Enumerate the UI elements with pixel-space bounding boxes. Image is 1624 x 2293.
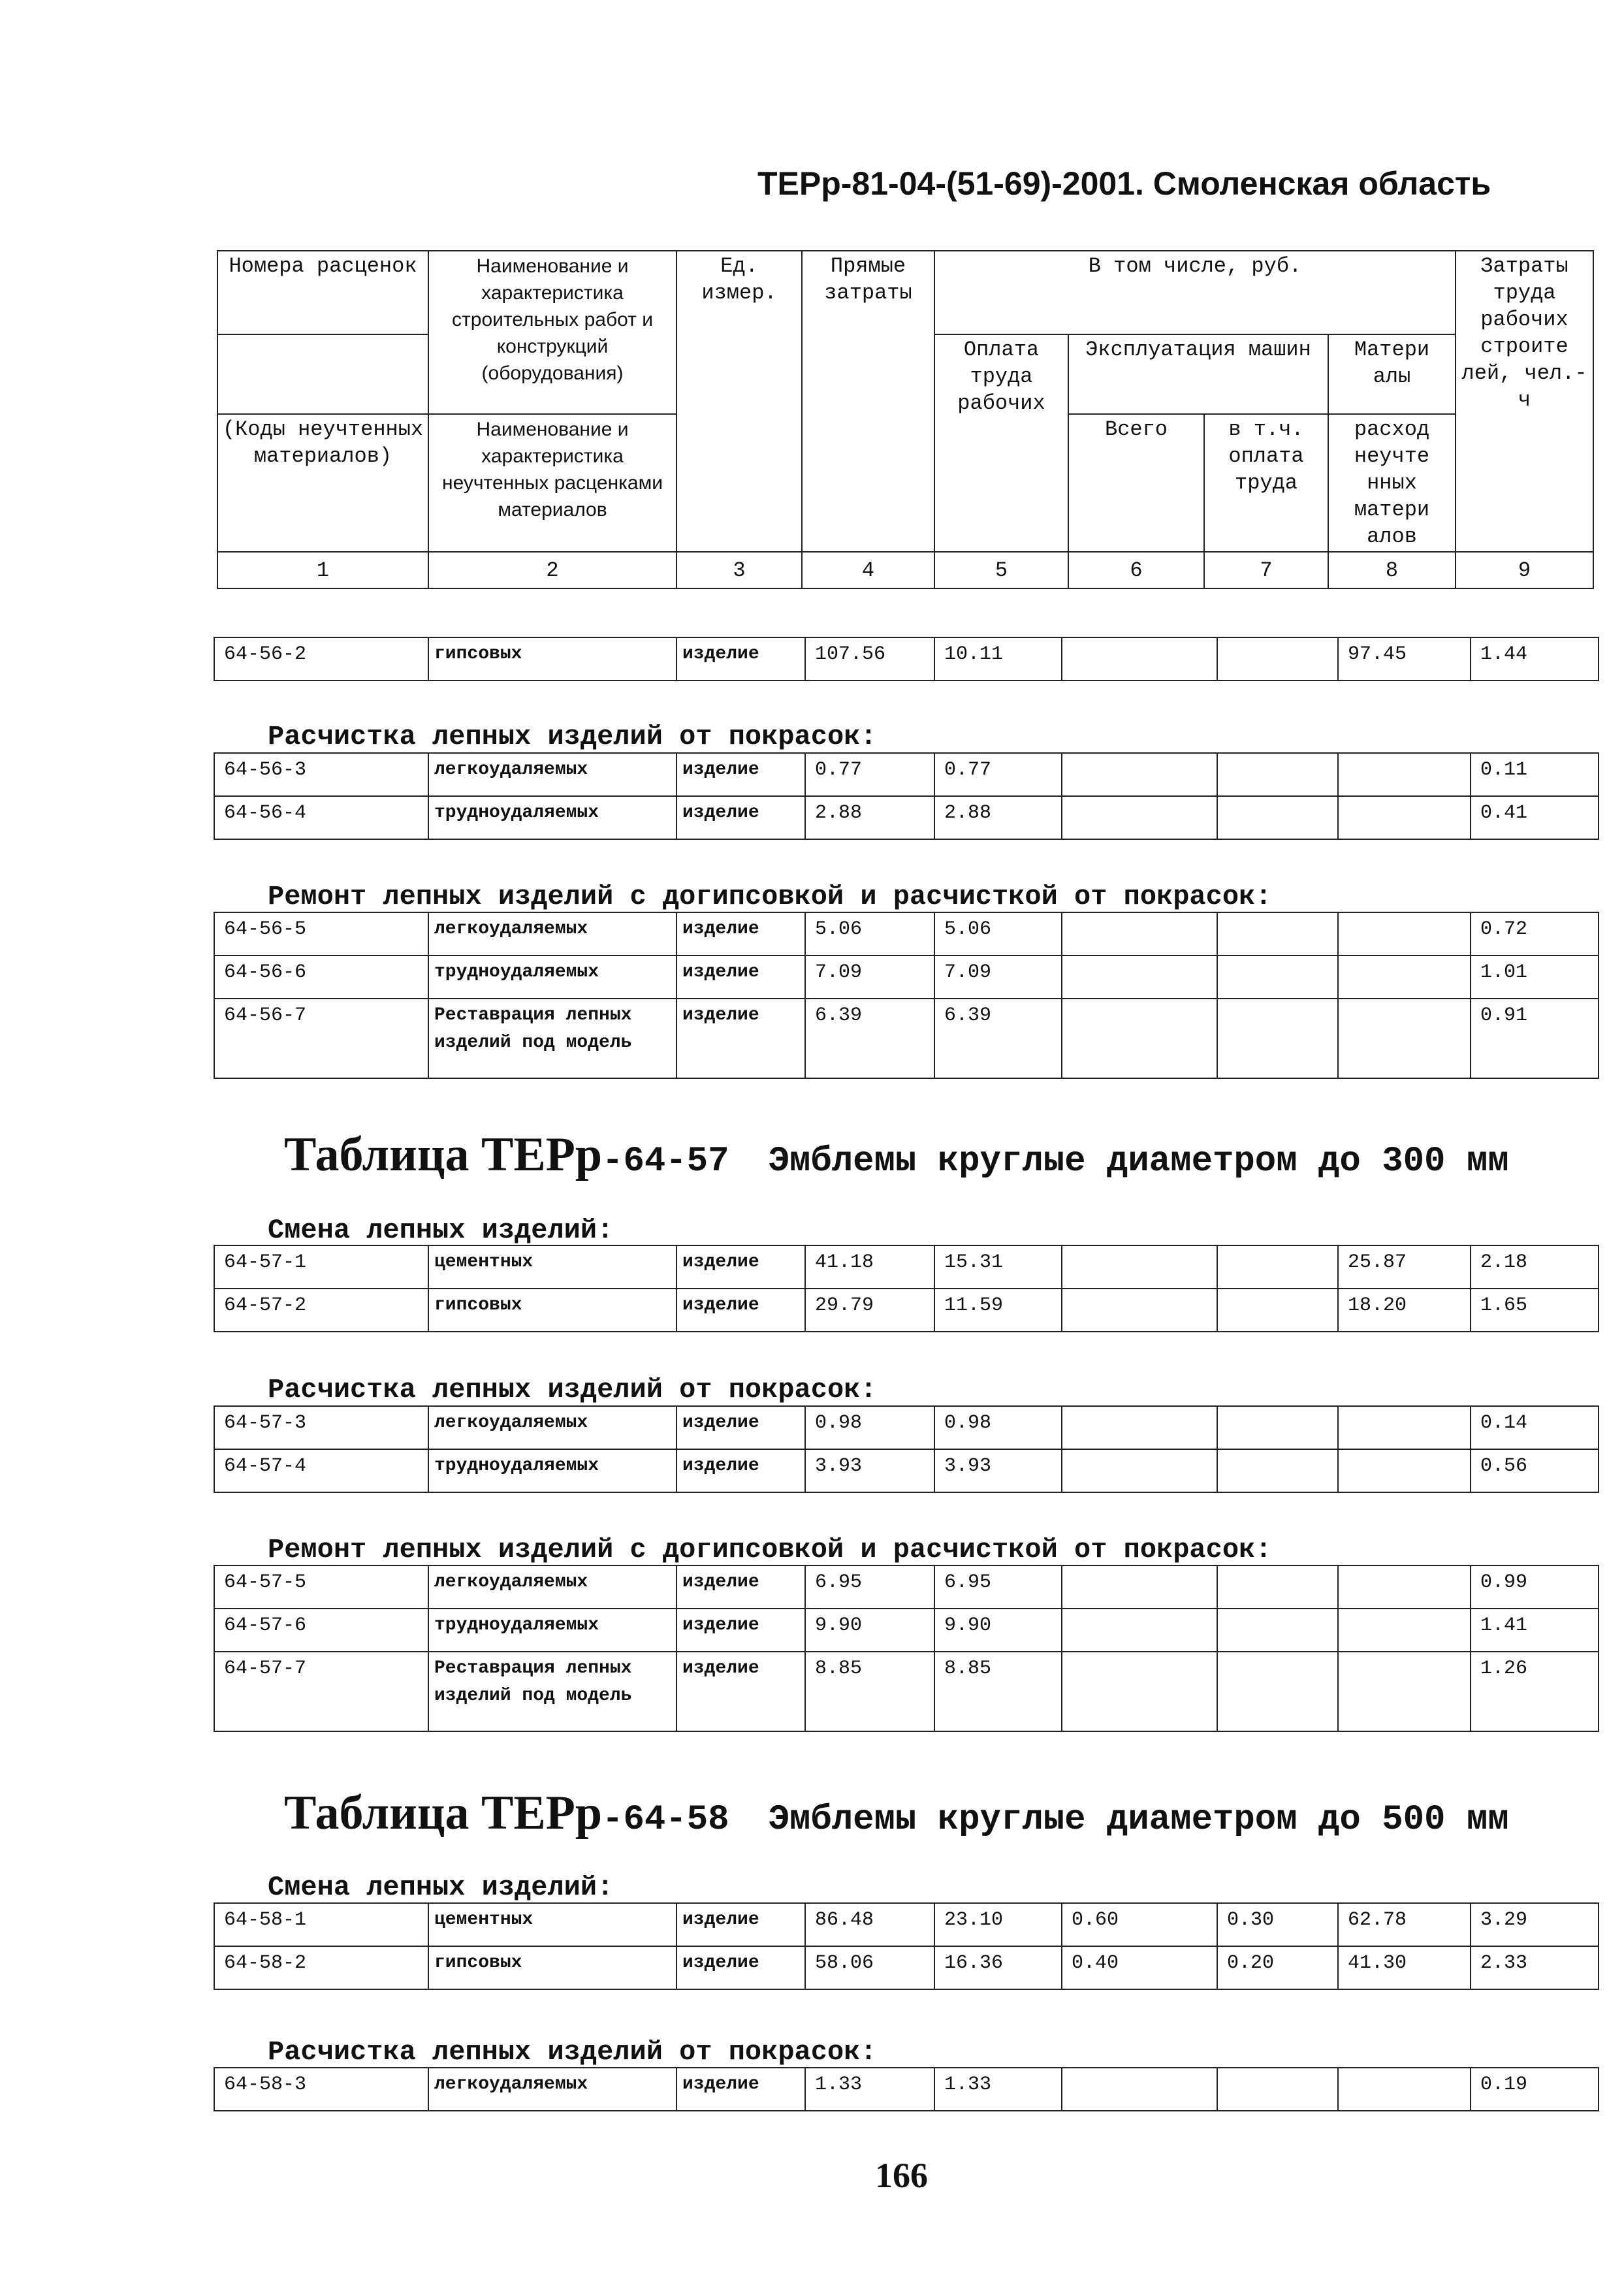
section-subtitle: Ремонт лепных изделий с догипсовкой и расчисткой от покрасок: bbox=[268, 1534, 1272, 1565]
labor-hours-cell: 1.01 bbox=[1471, 955, 1599, 999]
labor-hours-cell: 0.19 bbox=[1471, 2068, 1599, 2111]
direct-cost-cell: 1.33 bbox=[805, 2068, 934, 2111]
table-row bbox=[214, 999, 1599, 1078]
rates-table bbox=[214, 1245, 1599, 1332]
labor-pay-cell: 9.90 bbox=[934, 1609, 1062, 1652]
labor-hours-cell: 0.11 bbox=[1471, 753, 1599, 796]
table-row bbox=[214, 1245, 1599, 1289]
rate-code-cell: 64-56-7 bbox=[214, 999, 428, 1078]
machines-labor-cell bbox=[1217, 637, 1338, 681]
machines-total-cell bbox=[1062, 1245, 1217, 1289]
machines-total-cell bbox=[1062, 912, 1217, 955]
machines-total-cell: 0.60 bbox=[1062, 1903, 1217, 1946]
header-machines-total: Всего bbox=[1068, 414, 1204, 552]
rate-code-cell: 64-57-4 bbox=[214, 1449, 428, 1492]
direct-cost-cell: 6.39 bbox=[805, 999, 934, 1078]
rate-code-cell: 64-58-2 bbox=[214, 1946, 428, 1989]
rate-code-cell: 64-58-1 bbox=[214, 1903, 428, 1946]
work-name-cell: гипсовых bbox=[428, 1289, 677, 1332]
work-name-cell: гипсовых bbox=[428, 637, 677, 681]
header-including: В том числе, руб. bbox=[934, 251, 1456, 334]
rate-code-cell: 64-56-6 bbox=[214, 955, 428, 999]
labor-hours-cell: 0.72 bbox=[1471, 912, 1599, 955]
materials-cell bbox=[1338, 796, 1471, 839]
table-row bbox=[214, 1289, 1599, 1332]
header-col-number: 6 bbox=[1068, 552, 1204, 588]
unit-cell: изделие bbox=[677, 1406, 805, 1449]
labor-pay-cell: 6.39 bbox=[934, 999, 1062, 1078]
table-heading bbox=[284, 1786, 1509, 1841]
materials-cell: 18.20 bbox=[1338, 1289, 1471, 1332]
table-row bbox=[214, 1449, 1599, 1492]
machines-labor-cell bbox=[1217, 2068, 1338, 2111]
header-col-number: 1 bbox=[217, 552, 428, 588]
rates-table bbox=[214, 2067, 1599, 2111]
labor-pay-cell: 16.36 bbox=[934, 1946, 1062, 1989]
header-machines: Эксплуатация машин bbox=[1068, 334, 1328, 414]
machines-labor-cell bbox=[1217, 955, 1338, 999]
header-blank bbox=[217, 334, 428, 414]
materials-cell: 25.87 bbox=[1338, 1245, 1471, 1289]
work-name-cell: легкоудаляемых bbox=[428, 1406, 677, 1449]
machines-total-cell bbox=[1062, 1609, 1217, 1652]
header-col-number: 3 bbox=[677, 552, 802, 588]
materials-cell bbox=[1338, 955, 1471, 999]
document-title: ТЕРр-81-04-(51-69)-2001. Смоленская область bbox=[757, 165, 1491, 202]
labor-pay-cell: 15.31 bbox=[934, 1245, 1062, 1289]
rate-code-cell: 64-58-3 bbox=[214, 2068, 428, 2111]
section-subtitle: Ремонт лепных изделий с догипсовкой и расчисткой от покрасок: bbox=[268, 881, 1272, 912]
rates-table bbox=[214, 1902, 1599, 1990]
rates-section bbox=[214, 1245, 1598, 1332]
materials-cell bbox=[1338, 999, 1471, 1078]
materials-cell bbox=[1338, 1406, 1471, 1449]
work-name-cell: цементных bbox=[428, 1903, 677, 1946]
unit-cell: изделие bbox=[677, 1449, 805, 1492]
machines-labor-cell: 0.20 bbox=[1217, 1946, 1338, 1989]
work-name-cell: трудноудаляемых bbox=[428, 955, 677, 999]
section-subtitle: Расчистка лепных изделий от покрасок: bbox=[268, 1374, 877, 1405]
machines-labor-cell bbox=[1217, 753, 1338, 796]
rates-section bbox=[214, 752, 1598, 840]
labor-hours-cell: 0.56 bbox=[1471, 1449, 1599, 1492]
materials-cell: 97.45 bbox=[1338, 637, 1471, 681]
rates-table bbox=[214, 637, 1599, 681]
direct-cost-cell: 29.79 bbox=[805, 1289, 934, 1332]
header-material-names: Наименование и характеристика неучтенных расценками материалов bbox=[428, 414, 677, 552]
rate-code-cell: 64-56-5 bbox=[214, 912, 428, 955]
machines-total-cell bbox=[1062, 2068, 1217, 2111]
table-row bbox=[214, 912, 1599, 955]
work-name-cell: трудноудаляемых bbox=[428, 1609, 677, 1652]
unit-cell: изделие bbox=[677, 753, 805, 796]
table-code: -64-57 bbox=[602, 1142, 729, 1181]
machines-labor-cell bbox=[1217, 999, 1338, 1078]
table-code: -64-58 bbox=[602, 1800, 729, 1840]
unit-cell: изделие bbox=[677, 1245, 805, 1289]
rate-code-cell: 64-56-2 bbox=[214, 637, 428, 681]
rate-code-cell: 64-57-6 bbox=[214, 1609, 428, 1652]
machines-total-cell bbox=[1062, 955, 1217, 999]
direct-cost-cell: 9.90 bbox=[805, 1609, 934, 1652]
machines-labor-cell bbox=[1217, 1652, 1338, 1731]
unit-cell: изделие bbox=[677, 912, 805, 955]
labor-pay-cell: 2.88 bbox=[934, 796, 1062, 839]
table-row bbox=[214, 2068, 1599, 2111]
rate-code-cell: 64-57-3 bbox=[214, 1406, 428, 1449]
materials-cell bbox=[1338, 912, 1471, 955]
rate-code-cell: 64-57-5 bbox=[214, 1565, 428, 1609]
labor-hours-cell: 1.26 bbox=[1471, 1652, 1599, 1731]
header-col-number: 7 bbox=[1204, 552, 1328, 588]
table-heading bbox=[284, 1127, 1509, 1183]
machines-labor-cell bbox=[1217, 1406, 1338, 1449]
labor-pay-cell: 1.33 bbox=[934, 2068, 1062, 2111]
table-caption: Эмблемы круглые диаметром до 500 мм bbox=[768, 1800, 1509, 1840]
header-material-codes: (Коды неучтенных материалов) bbox=[217, 414, 428, 552]
header-machines-labor: в т.ч. оплата труда bbox=[1204, 414, 1328, 552]
labor-pay-cell: 5.06 bbox=[934, 912, 1062, 955]
section-subtitle: Расчистка лепных изделий от покрасок: bbox=[268, 2036, 877, 2068]
labor-pay-cell: 3.93 bbox=[934, 1449, 1062, 1492]
header-work-name: Наименование и характеристика строительных работ и конструкций (оборудования) bbox=[428, 251, 677, 414]
labor-pay-cell: 7.09 bbox=[934, 955, 1062, 999]
direct-cost-cell: 58.06 bbox=[805, 1946, 934, 1989]
labor-hours-cell: 1.65 bbox=[1471, 1289, 1599, 1332]
labor-pay-cell: 11.59 bbox=[934, 1289, 1062, 1332]
rates-section bbox=[214, 912, 1598, 1079]
header-unit: Ед. измер. bbox=[677, 251, 802, 552]
machines-total-cell bbox=[1062, 1406, 1217, 1449]
rates-section bbox=[214, 2067, 1598, 2111]
table-row bbox=[214, 1946, 1599, 1989]
labor-hours-cell: 3.29 bbox=[1471, 1903, 1599, 1946]
labor-pay-cell: 23.10 bbox=[934, 1903, 1062, 1946]
materials-cell: 62.78 bbox=[1338, 1903, 1471, 1946]
work-name-cell: легкоудаляемых bbox=[428, 912, 677, 955]
rate-code-cell: 64-56-4 bbox=[214, 796, 428, 839]
unit-cell: изделие bbox=[677, 955, 805, 999]
table-row bbox=[214, 796, 1599, 839]
rate-code-cell: 64-57-1 bbox=[214, 1245, 428, 1289]
unit-cell: изделие bbox=[677, 1946, 805, 1989]
rates-table bbox=[214, 1565, 1599, 1732]
header-col-number: 9 bbox=[1456, 552, 1593, 588]
materials-cell bbox=[1338, 1565, 1471, 1609]
machines-total-cell bbox=[1062, 753, 1217, 796]
header-material-usage: расход неучте нных матери алов bbox=[1328, 414, 1456, 552]
unit-cell: изделие bbox=[677, 1652, 805, 1731]
work-name-cell: легкоудаляемых bbox=[428, 1565, 677, 1609]
labor-pay-cell: 0.77 bbox=[934, 753, 1062, 796]
direct-cost-cell: 2.88 bbox=[805, 796, 934, 839]
table-row bbox=[214, 1652, 1599, 1731]
header-materials: Матери алы bbox=[1328, 334, 1456, 414]
machines-labor-cell bbox=[1217, 796, 1338, 839]
labor-hours-cell: 0.91 bbox=[1471, 999, 1599, 1078]
machines-total-cell bbox=[1062, 1565, 1217, 1609]
machines-total-cell bbox=[1062, 999, 1217, 1078]
labor-hours-cell: 1.44 bbox=[1471, 637, 1599, 681]
labor-hours-cell: 0.14 bbox=[1471, 1406, 1599, 1449]
section-subtitle: Расчистка лепных изделий от покрасок: bbox=[268, 721, 877, 752]
rates-table bbox=[214, 912, 1599, 1079]
table-row bbox=[214, 1406, 1599, 1449]
header-labor-pay: Оплата труда рабочих bbox=[934, 334, 1068, 552]
machines-total-cell bbox=[1062, 1652, 1217, 1731]
rates-section bbox=[214, 1902, 1598, 1990]
machines-labor-cell: 0.30 bbox=[1217, 1903, 1338, 1946]
machines-total-cell bbox=[1062, 1449, 1217, 1492]
machines-total-cell bbox=[1062, 637, 1217, 681]
labor-hours-cell: 2.18 bbox=[1471, 1245, 1599, 1289]
table-row bbox=[214, 1565, 1599, 1609]
labor-hours-cell: 2.33 bbox=[1471, 1946, 1599, 1989]
rate-code-cell: 64-57-2 bbox=[214, 1289, 428, 1332]
unit-cell: изделие bbox=[677, 999, 805, 1078]
labor-pay-cell: 8.85 bbox=[934, 1652, 1062, 1731]
machines-total-cell bbox=[1062, 1289, 1217, 1332]
unit-cell: изделие bbox=[677, 796, 805, 839]
header-labor-costs: Затраты труда рабочих строите лей, чел.-ч bbox=[1456, 251, 1593, 552]
rates-table bbox=[214, 1405, 1599, 1493]
header-col-number: 8 bbox=[1328, 552, 1456, 588]
work-name-cell: легкоудаляемых bbox=[428, 2068, 677, 2111]
materials-cell bbox=[1338, 1609, 1471, 1652]
direct-cost-cell: 5.06 bbox=[805, 912, 934, 955]
header-direct-costs: Прямые затраты bbox=[802, 251, 934, 552]
section-subtitle: Смена лепных изделий: bbox=[268, 1872, 614, 1903]
table-row bbox=[214, 1609, 1599, 1652]
table-label: Таблица ТЕРр bbox=[284, 1786, 603, 1840]
direct-cost-cell: 41.18 bbox=[805, 1245, 934, 1289]
materials-cell bbox=[1338, 1652, 1471, 1731]
direct-cost-cell: 86.48 bbox=[805, 1903, 934, 1946]
unit-cell: изделие bbox=[677, 1565, 805, 1609]
materials-cell bbox=[1338, 753, 1471, 796]
unit-cell: изделие bbox=[677, 1609, 805, 1652]
table-caption: Эмблемы круглые диаметром до 300 мм bbox=[768, 1142, 1509, 1181]
column-header-table bbox=[217, 250, 1594, 589]
machines-labor-cell bbox=[1217, 1565, 1338, 1609]
work-name-cell: гипсовых bbox=[428, 1946, 677, 1989]
machines-total-cell bbox=[1062, 796, 1217, 839]
direct-cost-cell: 107.56 bbox=[805, 637, 934, 681]
table-label: Таблица ТЕРр bbox=[284, 1128, 603, 1181]
direct-cost-cell: 0.98 bbox=[805, 1406, 934, 1449]
labor-hours-cell: 1.41 bbox=[1471, 1609, 1599, 1652]
direct-cost-cell: 3.93 bbox=[805, 1449, 934, 1492]
rate-code-cell: 64-57-7 bbox=[214, 1652, 428, 1731]
unit-cell: изделие bbox=[677, 1903, 805, 1946]
table-row bbox=[214, 955, 1599, 999]
machines-labor-cell bbox=[1217, 1609, 1338, 1652]
rates-section bbox=[214, 1405, 1598, 1493]
labor-pay-cell: 10.11 bbox=[934, 637, 1062, 681]
work-name-cell: Реставрация лепных изделий под модель bbox=[428, 1652, 677, 1731]
page-number: 166 bbox=[875, 2156, 928, 2195]
rates-table bbox=[214, 752, 1599, 840]
direct-cost-cell: 8.85 bbox=[805, 1652, 934, 1731]
materials-cell bbox=[1338, 1449, 1471, 1492]
work-name-cell: трудноудаляемых bbox=[428, 796, 677, 839]
machines-total-cell: 0.40 bbox=[1062, 1946, 1217, 1989]
table-row bbox=[214, 753, 1599, 796]
labor-hours-cell: 0.99 bbox=[1471, 1565, 1599, 1609]
header-col-number: 4 bbox=[802, 552, 934, 588]
rate-code-cell: 64-56-3 bbox=[214, 753, 428, 796]
machines-labor-cell bbox=[1217, 1289, 1338, 1332]
unit-cell: изделие bbox=[677, 2068, 805, 2111]
table-row bbox=[214, 1903, 1599, 1946]
materials-cell bbox=[1338, 2068, 1471, 2111]
section-subtitle: Смена лепных изделий: bbox=[268, 1215, 614, 1246]
rates-section bbox=[214, 1565, 1598, 1732]
direct-cost-cell: 6.95 bbox=[805, 1565, 934, 1609]
materials-cell: 41.30 bbox=[1338, 1946, 1471, 1989]
machines-labor-cell bbox=[1217, 1245, 1338, 1289]
header-rate-numbers: Номера расценок bbox=[217, 251, 428, 334]
unit-cell: изделие bbox=[677, 1289, 805, 1332]
work-name-cell: легкоудаляемых bbox=[428, 753, 677, 796]
direct-cost-cell: 0.77 bbox=[805, 753, 934, 796]
labor-hours-cell: 0.41 bbox=[1471, 796, 1599, 839]
table-row bbox=[214, 637, 1599, 681]
work-name-cell: Реставрация лепных изделий под модель bbox=[428, 999, 677, 1078]
direct-cost-cell: 7.09 bbox=[805, 955, 934, 999]
rates-section bbox=[214, 637, 1598, 681]
machines-labor-cell bbox=[1217, 912, 1338, 955]
header-col-number: 5 bbox=[934, 552, 1068, 588]
work-name-cell: трудноудаляемых bbox=[428, 1449, 677, 1492]
header-col-number: 2 bbox=[428, 552, 677, 588]
labor-pay-cell: 6.95 bbox=[934, 1565, 1062, 1609]
work-name-cell: цементных bbox=[428, 1245, 677, 1289]
labor-pay-cell: 0.98 bbox=[934, 1406, 1062, 1449]
machines-labor-cell bbox=[1217, 1449, 1338, 1492]
unit-cell: изделие bbox=[677, 637, 805, 681]
